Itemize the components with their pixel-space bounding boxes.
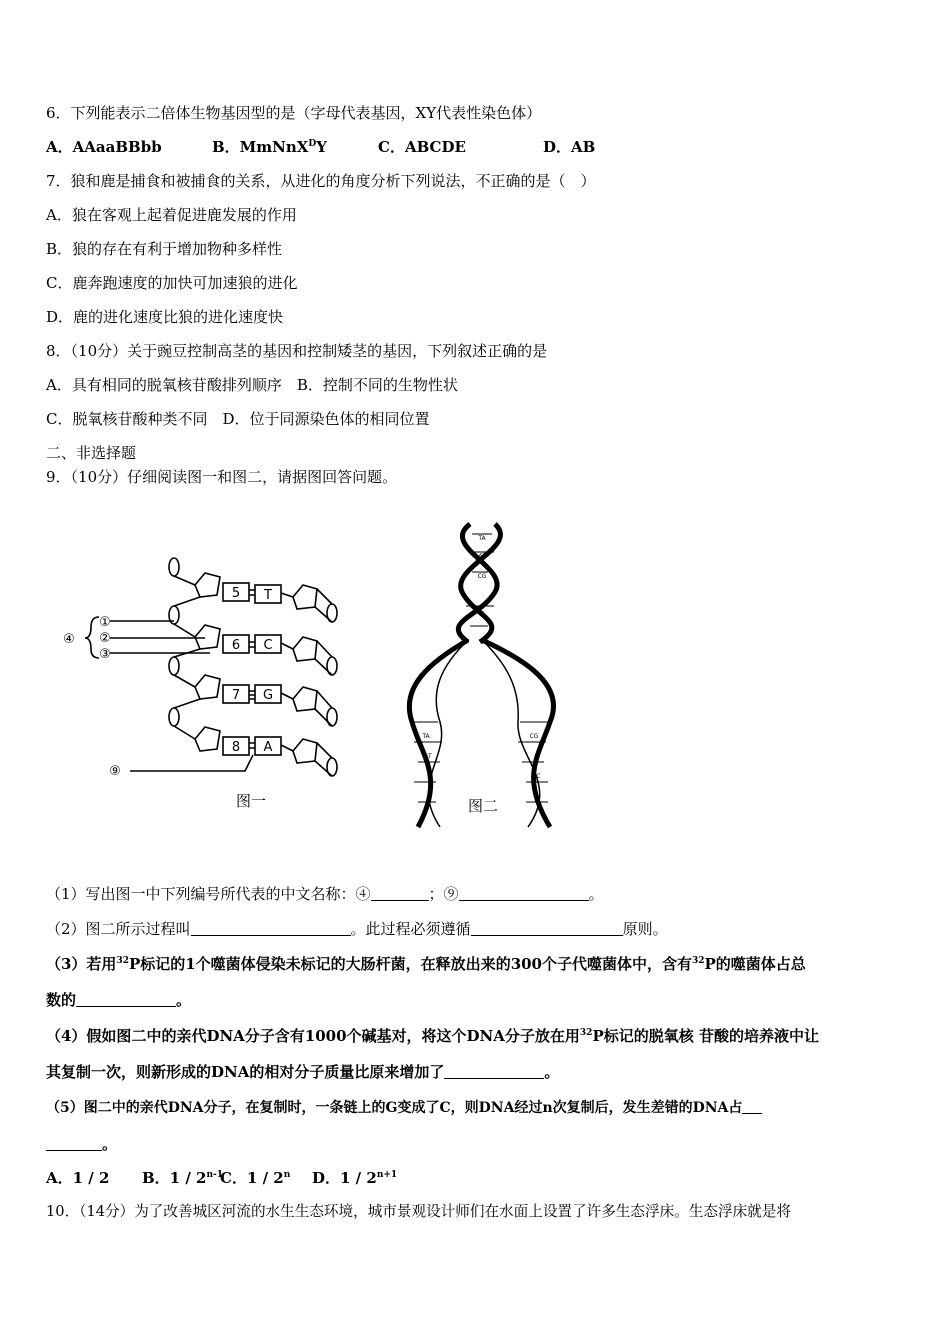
- deoxyribose-icon: [195, 727, 220, 751]
- q6-option-c: C．ABCDE: [378, 138, 466, 156]
- q9-option-a: A．1 / 2: [46, 1169, 110, 1187]
- base-pair: GC: [475, 607, 485, 614]
- deoxyribose-icon: [293, 585, 317, 609]
- q7-option-b: B．狼的存在有利于增加物种多样性: [46, 240, 283, 258]
- q9-part4a: （4）假如图二中的亲代DNA分子含有1000个碱基对，将这个DNA分子放在用$^{32}$P标记的脱氧核 苷酸的培养液中让: [46, 1027, 819, 1045]
- row-num: 7: [231, 688, 241, 703]
- deoxyribose-icon: [293, 687, 317, 711]
- q9-option-b: B．1 / 2$^{n-1}$: [142, 1169, 224, 1187]
- q9-part3b: 数的 。: [46, 991, 192, 1009]
- q8-stem: 8．（10分）关于豌豆控制高茎的基因和控制矮茎的基因，下列叙述正确的是: [46, 342, 548, 360]
- label-circled-3: ③: [99, 647, 111, 662]
- q7-option-a: A．狼在客观上起着促进鹿发展的作用: [46, 206, 297, 224]
- q6-option-a: A．AAaaBBbb: [46, 138, 162, 156]
- row-base: A: [263, 740, 273, 755]
- q9-option-d: D．$1 / 2^{n+1}$: [312, 1169, 398, 1187]
- phosphate-icon: [169, 657, 179, 675]
- phosphate-icon: [169, 708, 179, 726]
- q8-options-ab: A．具有相同的脱氧核苷酸排列顺序 B．控制不同的生物性状: [46, 376, 458, 394]
- q9-part1: （1）写出图一中下列编号所代表的中文名称：④ ；⑨ 。: [46, 885, 604, 903]
- dna-replication-figure: [400, 522, 580, 832]
- label-circled-2: ②: [99, 631, 111, 646]
- figure1-caption: 图一: [236, 792, 267, 810]
- row-num: 5: [231, 586, 241, 601]
- row-base: T: [264, 588, 272, 603]
- section-heading: 二、非选择题: [46, 444, 137, 462]
- label-circled-9: ⑨: [109, 764, 121, 779]
- figure2-caption: 图二: [468, 797, 499, 815]
- base-pair: AT: [424, 753, 432, 760]
- phosphate-icon: [169, 558, 179, 576]
- dna-structure-figure: [55, 545, 355, 815]
- deoxyribose-icon: [293, 739, 317, 763]
- base-pair: CG: [477, 573, 487, 580]
- deoxyribose-icon: [195, 675, 220, 699]
- q7-stem: 7．狼和鹿是捕食和被捕食的关系，从进化的角度分析下列说法，不正确的是（ ）: [46, 172, 596, 190]
- q9-part3a: （3）若用$^{32}$P标记的1个噬菌体侵染未标记的大肠杆菌，在释放出来的300个子代噬菌体中，含有$^{32}$P的噬菌体占总: [46, 955, 806, 973]
- base-pair: GC: [531, 773, 541, 780]
- q9-part5a: （5）图二中的亲代DNA分子，在复制时，一条链上的G变成了C，则DNA经过n次复制后，发生差错的DNA占: [46, 1098, 762, 1118]
- q9-option-c: C．1 / 2$^n$: [220, 1169, 291, 1187]
- q6-option-b: B．MmNnX$^D$Y: [212, 138, 327, 156]
- deoxyribose-icon: [195, 625, 220, 649]
- deoxyribose-icon: [293, 637, 317, 661]
- q9-part2: （2）图二所示过程叫 。此过程必须遵循 原则。: [46, 920, 668, 938]
- q7-option-c: C．鹿奔跑速度的加快可加速狼的进化: [46, 274, 298, 292]
- q9-part5b: 。: [46, 1134, 117, 1154]
- q9-stem: 9．（10分）仔细阅读图一和图二，请据图回答问题。: [46, 468, 398, 486]
- base-pair: CG: [529, 733, 539, 740]
- row-base: G: [262, 688, 274, 703]
- row-base: C: [263, 638, 273, 653]
- label-circled-1: ①: [99, 615, 111, 630]
- label-circled-4: ④: [63, 632, 75, 647]
- base-pair: TA: [478, 535, 486, 542]
- row-num: 8: [231, 740, 241, 755]
- q8-options-cd: C．脱氧核苷酸种类不同 D．位于同源染色体的相同位置: [46, 410, 430, 428]
- q9-part4b: 其复制一次，则新形成的DNA的相对分子质量比原来增加了 。: [46, 1063, 560, 1081]
- row-num: 6: [231, 638, 241, 653]
- base-pair: AT: [478, 553, 486, 560]
- base-pair: TA: [422, 733, 430, 740]
- q7-option-d: D．鹿的进化速度比狼的进化速度快: [46, 308, 284, 326]
- q6-stem: 6．下列能表示二倍体生物基因型的是（字母代表基因，XY代表性染色体）: [46, 104, 542, 122]
- q6-option-d: D．AB: [543, 138, 596, 156]
- q10-stem: 10．（14分）为了改善城区河流的水生生态环境，城市景观设计师们在水面上设置了许多生态浮床。生态浮床就是将: [46, 1203, 791, 1220]
- deoxyribose-icon: [195, 573, 220, 597]
